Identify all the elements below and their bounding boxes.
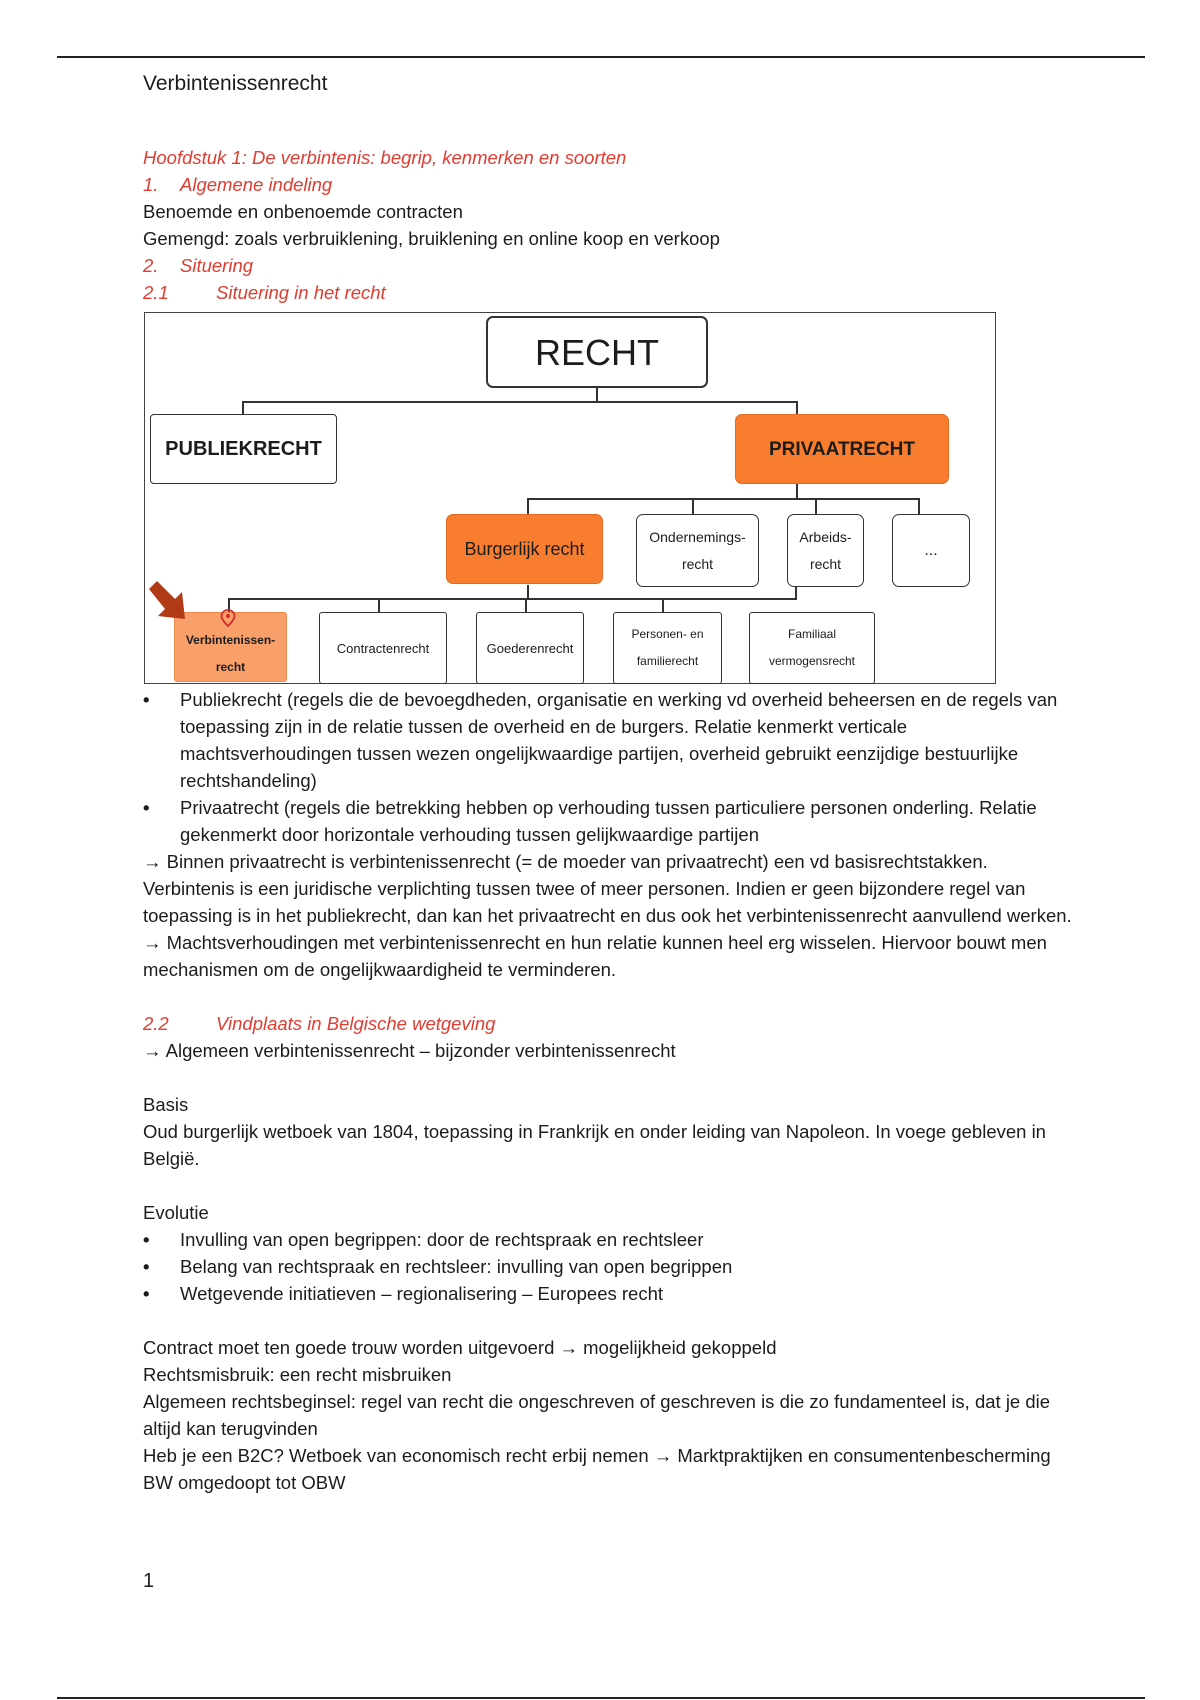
section-number: 2.1: [143, 282, 169, 303]
personen-familierecht-node: Personen- en familierecht: [613, 612, 722, 684]
goederenrecht-node: Goederenrecht: [476, 612, 584, 684]
list-item: • Wetgevende initiatieven – regionalisering – Europees recht: [143, 1280, 1083, 1307]
list-item: • Invulling van open begrippen: door de rechtspraak en rechtsleer: [143, 1226, 1083, 1253]
chapter-heading: Hoofdstuk 1: De verbintenis: begrip, kenmerken en soorten: [143, 147, 627, 168]
page-header: Verbintenissenrecht: [143, 72, 328, 95]
body-line: BW omgedoopt tot OBW: [143, 1472, 346, 1493]
connector: [692, 498, 694, 514]
section-number: 1.: [143, 174, 159, 195]
connector: [815, 498, 817, 514]
arbeidsrecht-node: Arbeids-recht: [787, 514, 864, 587]
bullet-list: [143, 686, 1083, 848]
section-2-2-heading: [143, 1010, 1083, 1037]
evolutie-label: Evolutie: [143, 1202, 209, 1223]
connector: [795, 585, 797, 600]
connector: [242, 401, 797, 403]
body-line: Heb je een B2C? Wetboek van economisch recht erbij nemen → Marktpraktijken en consumentenbescherming: [143, 1445, 1051, 1466]
section-1-heading: [143, 171, 1083, 198]
spacer: [143, 1064, 1083, 1091]
spacer: [143, 983, 1083, 1010]
connector: [242, 401, 244, 414]
spacer: [143, 1172, 1083, 1199]
publiekrecht-node: PUBLIEKRECHT: [150, 414, 337, 484]
document-body: [143, 144, 1083, 1496]
connector: [378, 598, 380, 612]
law-hierarchy-diagram: [144, 312, 996, 684]
page-number: 1: [143, 1570, 155, 1592]
body-line: Algemeen rechtsbeginsel: regel van recht die ongeschreven of geschreven is die zo fundamenteel is, dat je die altijd kan terugvinden: [143, 1391, 1051, 1439]
more-node: ...: [892, 514, 970, 587]
list-item: • Privaatrecht (regels die betrekking hebben op verhouding tussen particuliere personen onderling. Relatie gekenmerkt door horizontale verhouding tussen gelijkwaardige partijen: [143, 794, 1083, 848]
connector: [918, 498, 920, 514]
connector: [527, 585, 529, 599]
section-number: 2.2: [143, 1013, 169, 1034]
verbintenissenrecht-node: Verbintenissen-recht: [174, 612, 287, 682]
connector: [596, 387, 598, 402]
section-title: Vindplaats in Belgische wetgeving: [216, 1013, 496, 1034]
section-title: Situering: [180, 255, 254, 276]
body-line: Contract moet ten goede trouw worden uitgevoerd → mogelijkheid gekoppeld: [143, 1337, 777, 1358]
connector: [662, 598, 664, 612]
ondernemingsrecht-node: Ondernemings-recht: [636, 514, 759, 587]
section-title: Algemene indeling: [180, 174, 333, 195]
bottom-rule: [57, 1697, 1145, 1699]
basis-label: Basis: [143, 1094, 189, 1115]
body-line: → Algemeen verbintenissenrecht – bijzonder verbintenissenrecht: [143, 1040, 676, 1061]
recht-node: RECHT: [486, 316, 708, 388]
section-number: 2.: [143, 255, 159, 276]
section-2-1-heading: [143, 279, 1083, 306]
connector: [796, 401, 798, 414]
paragraph: Oud burgerlijk wetboek van 1804, toepassing in Frankrijk en onder leiding van Napoleon. In voege gebleven in België.: [143, 1121, 1046, 1169]
location-pin-icon: [220, 609, 236, 629]
bullet-list: [143, 1226, 1083, 1307]
contractenrecht-node: Contractenrecht: [319, 612, 447, 684]
paragraph: → Binnen privaatrecht is verbintenissenrecht (= de moeder van privaatrecht) een vd basisrechtstakken. Verbintenis is een juridische verplichting tussen twee of meer personen. Indien er geen bijzondere regel van toepassing is in het publiekrecht, dan kan het privaatrecht en dus ook het verbintenissenrecht aanvullend werken.: [143, 851, 1072, 926]
connector: [527, 498, 919, 500]
connector: [796, 483, 798, 499]
connector: [527, 498, 529, 514]
pointer-arrow-icon: [149, 581, 191, 623]
spacer: [143, 1307, 1083, 1334]
privaatrecht-node: PRIVAATRECHT: [735, 414, 949, 484]
list-item: • Publiekrecht (regels die de bevoegdheden, organisatie en werking vd overheid beheersen en de regels van toepassing zijn in de relatie tussen de overheid en de burgers. Relatie kenmerkt verticale machtsverhoudingen tussen wezen ongelijkwaardige partijen, overheid gebruikt eenzijdige bestuurlijke rechtshandeling): [143, 686, 1083, 794]
top-rule: [57, 56, 1145, 58]
connector: [228, 598, 796, 600]
paragraph: → Machtsverhoudingen met verbintenissenrecht en hun relatie kunnen heel erg wisselen. Hiervoor bouwt men mechanismen om de ongelijkwaardigheid te verminderen.: [143, 932, 1047, 980]
familiaal-vermogensrecht-node: Familiaal vermogensrecht: [749, 612, 875, 684]
list-item: • Belang van rechtspraak en rechtsleer: invulling van open begrippen: [143, 1253, 1083, 1280]
connector: [525, 598, 527, 612]
burgerlijk-recht-node: Burgerlijk recht: [446, 514, 603, 584]
section-title: Situering in het recht: [216, 282, 386, 303]
body-line: Gemengd: zoals verbruiklening, bruiklening en online koop en verkoop: [143, 228, 720, 249]
body-line: Benoemde en onbenoemde contracten: [143, 201, 463, 222]
body-line: Rechtsmisbruik: een recht misbruiken: [143, 1364, 452, 1385]
section-2-heading: [143, 252, 1083, 279]
